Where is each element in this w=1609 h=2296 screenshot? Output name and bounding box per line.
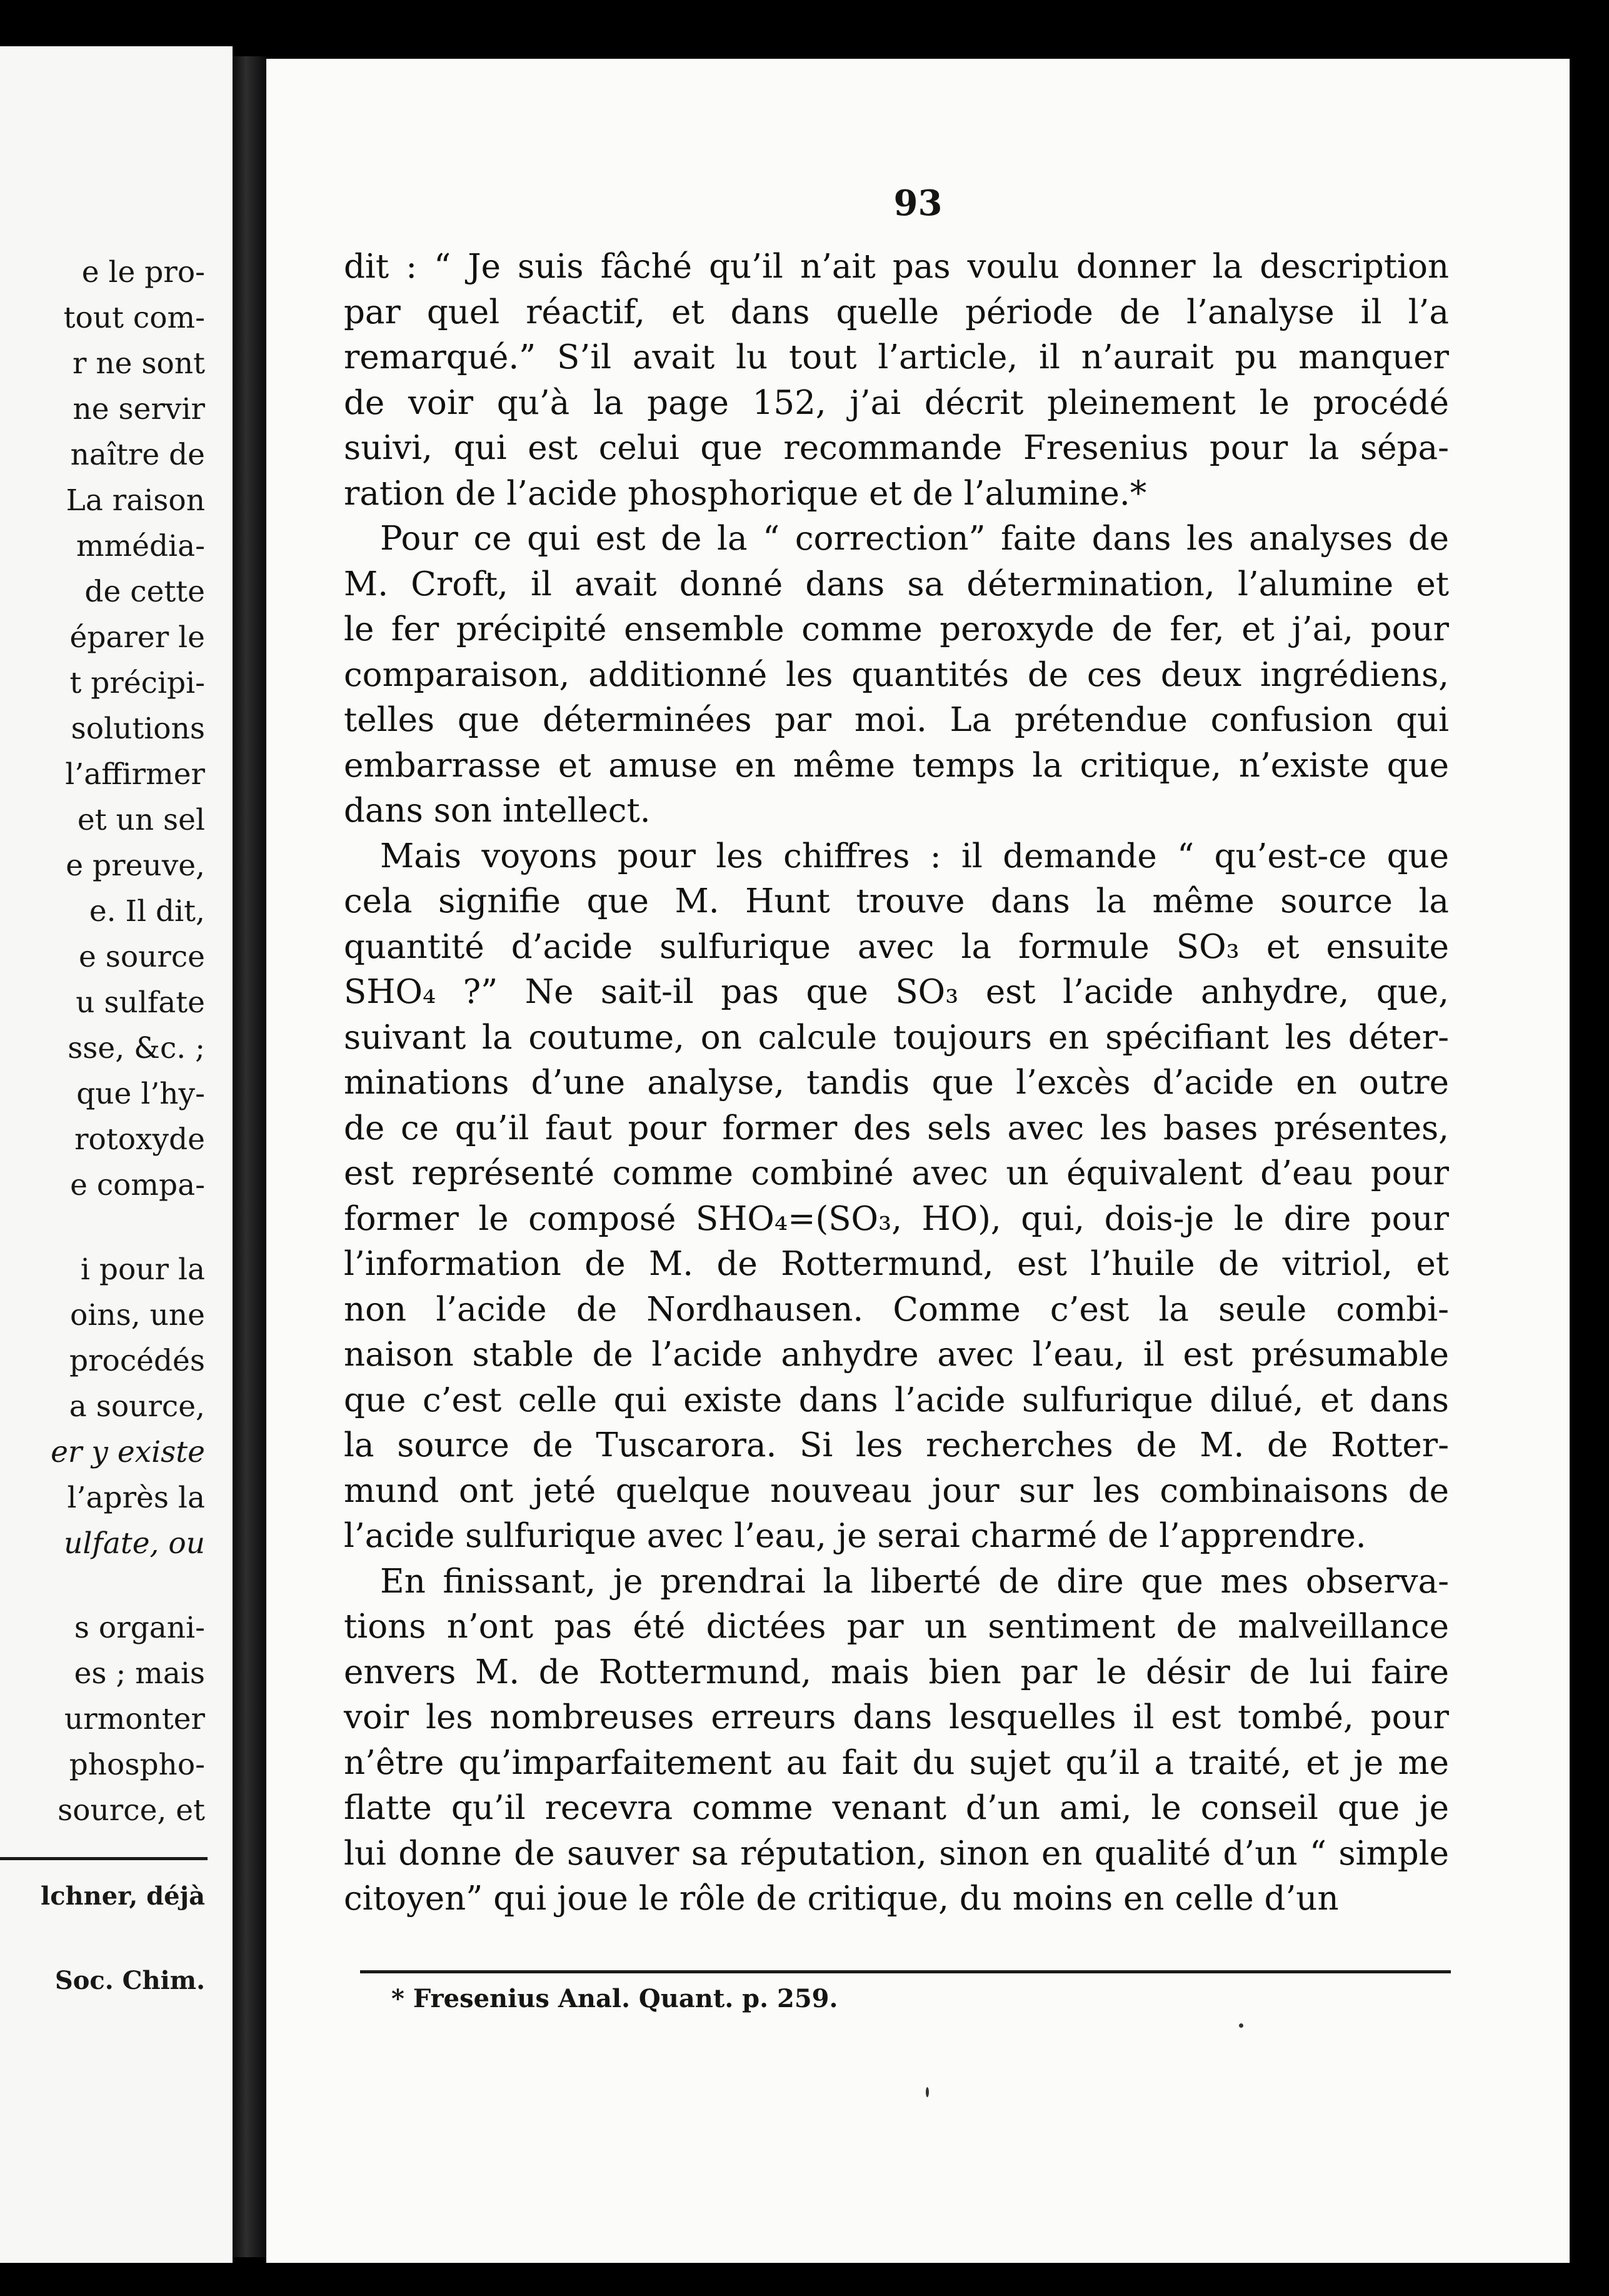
- text-line: remarqué.” S’il avait lu tout l’article, il n’aurait pu manquer: [344, 338, 1449, 376]
- text-line: embarrasse et amuse en même temps la critique, n’existe que: [344, 746, 1449, 785]
- text-line: naison stable de l’acide anhydre avec l’eau, il est présumable: [344, 1336, 1449, 1374]
- text-line: le fer précipité ensemble comme peroxyde de fer, et j’ai, pour: [344, 610, 1449, 648]
- previous-page-footnote-1: lchner, déjà: [41, 1881, 205, 1911]
- previous-page-line: l’après la: [67, 1481, 205, 1515]
- previous-page-line: a source,: [69, 1389, 205, 1424]
- text-line: par quel réactif, et dans quelle période de l’analyse il l’a: [344, 293, 1449, 331]
- previous-page-line: et un sel: [77, 803, 205, 837]
- text-line: envers M. de Rottermund, mais bien par le désir de lui faire: [344, 1653, 1449, 1691]
- previous-page-line: t précipi-: [69, 666, 205, 700]
- previous-page-line: rotoxyde: [74, 1122, 205, 1157]
- previous-page-line: u sulfate: [76, 985, 205, 1020]
- text-line: former le composé SHO₄=(SO₃, HO), qui, dois-je le dire pour: [344, 1199, 1449, 1238]
- text-line: cela signifie que M. Hunt trouve dans la même source la: [344, 882, 1449, 920]
- previous-page-line: oins, une: [70, 1298, 205, 1332]
- text-line: suivant la coutume, on calcule toujours en spécifiant les déter-: [344, 1018, 1449, 1057]
- text-line: quantité d’acide sulfurique avec la formule SO₃ et ensuite: [344, 927, 1449, 966]
- previous-page-line: mmédia-: [76, 529, 205, 563]
- text-line: telles que déterminées par moi. La prétendue confusion qui: [344, 701, 1449, 739]
- previous-page-line: er y existe: [51, 1435, 205, 1469]
- body-text: [344, 244, 1449, 1922]
- text-line: tions n’ont pas été dictées par un sentiment de malveillance: [344, 1608, 1449, 1646]
- text-line: est représenté comme combiné avec un équivalent d’eau pour: [344, 1154, 1449, 1192]
- text-line: dit : “ Je suis fâché qu’il n’ait pas voulu donner la description: [344, 248, 1449, 286]
- previous-page-line: l’affirmer: [65, 757, 205, 792]
- previous-page-line: es ; mais: [74, 1656, 205, 1691]
- previous-page-line: e le pro-: [81, 255, 205, 290]
- footnote-rule: [360, 1970, 1451, 1973]
- text-line: voir les nombreuses erreurs dans lesquelles il est tombé, pour: [344, 1698, 1449, 1736]
- text-line: que c’est celle qui existe dans l’acide sulfurique dilué, et dans: [344, 1381, 1449, 1419]
- previous-page-line: solutions: [71, 712, 205, 746]
- paper-speck: [1239, 2023, 1243, 2028]
- text-line: de ce qu’il faut pour former des sels avec les bases présentes,: [344, 1109, 1449, 1147]
- previous-page-line: i pour la: [80, 1252, 205, 1287]
- text-line: SHO₄ ?” Ne sait-il pas que SO₃ est l’acide anhydre, que,: [344, 973, 1449, 1011]
- text-line: l’acide sulfurique avec l’eau, je serai charmé de l’apprendre.: [344, 1517, 1366, 1555]
- text-line: lui donne de sauver sa réputation, sinon en qualité d’un “ simple: [344, 1834, 1449, 1873]
- text-line: non l’acide de Nordhausen. Comme c’est la seule combi-: [344, 1290, 1449, 1329]
- previous-page-text: [51, 249, 205, 1833]
- text-line: flatte qu’il recevra comme venant d’un ami, le conseil que je: [344, 1789, 1449, 1827]
- previous-page-line: urmonter: [64, 1702, 205, 1736]
- text-line: n’être qu’imparfaitement au fait du sujet qu’il a traité, et je me: [344, 1743, 1449, 1782]
- text-line: citoyen” qui joue le rôle de critique, du moins en celle d’un: [344, 1880, 1339, 1918]
- text-line: Mais voyons pour les chiffres : il demande “ qu’est-ce que: [380, 837, 1449, 875]
- previous-page-line: e compa-: [70, 1168, 205, 1202]
- previous-page-line: e source: [78, 940, 205, 974]
- text-line: Pour ce qui est de la “ correction” faite dans les analyses de: [380, 520, 1449, 558]
- text-line: dans son intellect.: [344, 792, 651, 830]
- page: [266, 59, 1570, 2263]
- text-line: M. Croft, il avait donné dans sa détermination, l’alumine et: [344, 565, 1449, 603]
- text-line: mund ont jeté quelque nouveau jour sur les combinaisons de: [344, 1471, 1449, 1510]
- book-gutter: [233, 56, 266, 2257]
- previous-page-line: naître de: [70, 438, 205, 472]
- previous-page-line: source, et: [58, 1793, 205, 1828]
- paper-speck: [926, 2087, 929, 2097]
- previous-page-line: phospho-: [69, 1748, 205, 1782]
- previous-page-line: s organi-: [74, 1611, 205, 1645]
- text-line: suivi, qui est celui que recommande Fresenius pour la sépa-: [344, 429, 1449, 467]
- text-line: En finissant, je prendrai la liberté de dire que mes observa-: [380, 1562, 1449, 1601]
- previous-page-line: de cette: [84, 575, 205, 609]
- previous-page-line: r ne sont: [72, 346, 205, 381]
- previous-page-line: ne servir: [73, 392, 205, 426]
- previous-page-line: tout com-: [63, 301, 205, 335]
- text-line: minations d’une analyse, tandis que l’excès d’acide en outre: [344, 1064, 1449, 1102]
- page-number: 93: [893, 183, 943, 224]
- footnote: * Fresenius Anal. Quant. p. 259.: [391, 1984, 838, 2013]
- previous-page-line: éparer le: [69, 620, 205, 655]
- previous-page: [0, 46, 233, 2263]
- previous-page-line: ulfate, ou: [64, 1526, 205, 1561]
- previous-page-line: procédés: [69, 1344, 205, 1378]
- previous-page-footnote-rule: [0, 1857, 208, 1860]
- previous-page-line: La raison: [66, 483, 205, 518]
- previous-page-line: sse, &c. ;: [68, 1031, 205, 1065]
- previous-page-footnote-2: Soc. Chim.: [54, 1966, 205, 1995]
- text-line: la source de Tuscarora. Si les recherches de M. de Rotter-: [344, 1426, 1449, 1464]
- previous-page-line: que l’hy-: [76, 1077, 205, 1111]
- text-line: comparaison, additionné les quantités de ces deux ingrédiens,: [344, 655, 1449, 694]
- text-line: ration de l’acide phosphorique et de l’alumine.*: [344, 474, 1147, 513]
- previous-page-line: e preuve,: [66, 848, 205, 883]
- previous-page-line: e. Il dit,: [89, 894, 205, 929]
- text-line: l’information de M. de Rottermund, est l’huile de vitriol, et: [344, 1245, 1449, 1283]
- text-line: de voir qu’à la page 152, j’ai décrit pleinement le procédé: [344, 383, 1449, 422]
